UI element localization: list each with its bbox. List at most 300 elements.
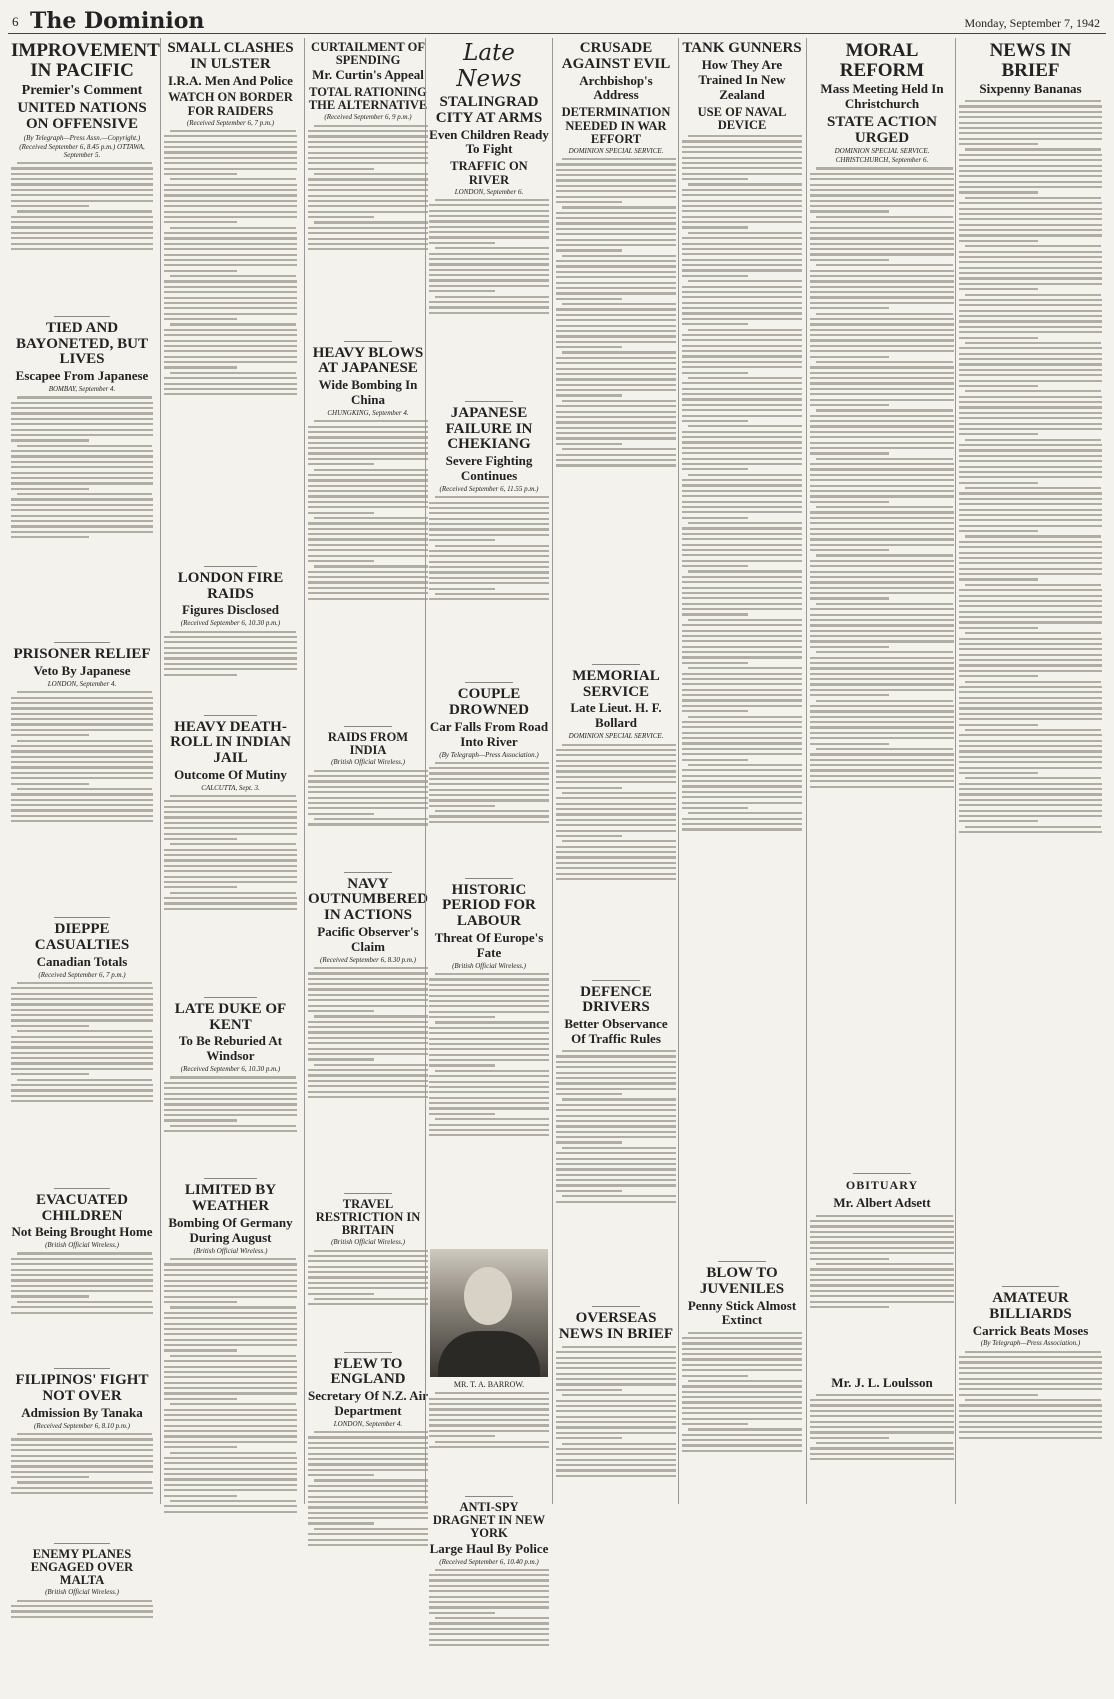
text-line (556, 244, 676, 246)
text-line (11, 1095, 153, 1097)
text-line (810, 425, 954, 427)
text-line (959, 1431, 1102, 1433)
text-line (11, 1046, 153, 1048)
text-line (556, 427, 676, 429)
text-line (682, 818, 802, 820)
text-line (816, 651, 953, 653)
text-line (562, 1443, 676, 1445)
text-line (959, 132, 1102, 134)
text-line (682, 157, 802, 159)
text-line (556, 319, 676, 321)
text-line (164, 1269, 297, 1271)
text-line (556, 411, 676, 413)
text-line (11, 1003, 153, 1005)
text-line (682, 221, 802, 223)
text-line (959, 498, 1102, 500)
text-line (556, 169, 676, 171)
text-line (810, 1284, 954, 1286)
text-line (308, 495, 428, 497)
text-line (682, 458, 802, 460)
text-line (682, 463, 802, 465)
text-line (816, 313, 953, 315)
text-line (556, 196, 676, 198)
subheadline: Threat Of Europe's Fate (434, 929, 544, 960)
text-line (959, 277, 1102, 279)
text-line (682, 350, 802, 352)
text-line (314, 565, 428, 567)
text-line (11, 509, 153, 511)
article-body (164, 631, 297, 709)
text-line (810, 286, 954, 288)
text-line (682, 656, 802, 658)
text-line (429, 226, 549, 228)
text-line (164, 859, 297, 861)
text-line (965, 439, 1101, 441)
text-line (11, 729, 153, 731)
text-line (11, 1057, 153, 1059)
text-line (556, 1055, 676, 1057)
article-overseas-news (556, 1311, 676, 1566)
text-line (11, 1009, 153, 1011)
text-line (164, 1495, 237, 1497)
text-line (308, 232, 428, 234)
text-line (688, 135, 802, 137)
text-line (11, 1263, 153, 1265)
text-line (682, 307, 802, 309)
dateline: (Received September 6, 10.30 p.m.) (180, 619, 281, 628)
text-line (164, 1382, 297, 1384)
text-line (308, 549, 428, 551)
text-line (556, 287, 676, 289)
text-line (810, 420, 954, 422)
text-line (556, 335, 676, 337)
text-line (959, 143, 1038, 145)
article-flew-to-england (308, 1357, 428, 1622)
text-line (308, 1303, 428, 1305)
text-line (810, 1306, 889, 1308)
text-line (11, 783, 89, 785)
text-line (810, 447, 954, 449)
text-line (164, 141, 297, 143)
headline: OVERSEAS NEWS IN BRIEF (558, 1310, 674, 1342)
text-line (308, 1255, 428, 1257)
text-line (959, 1388, 1102, 1390)
text-line (164, 1392, 297, 1394)
text-line (308, 1260, 428, 1262)
text-line (682, 1439, 802, 1441)
text-line (682, 361, 802, 363)
text-line (810, 1458, 954, 1460)
text-line (810, 382, 954, 384)
text-line (11, 723, 153, 725)
text-line (429, 1424, 549, 1426)
text-line (556, 1421, 676, 1423)
text-line (682, 1385, 802, 1387)
text-line (959, 406, 1102, 408)
text-line (959, 165, 1102, 167)
text-line (959, 718, 1102, 720)
text-line (170, 1258, 296, 1260)
text-line (682, 173, 802, 175)
text-line (959, 1404, 1102, 1406)
text-line (429, 1027, 549, 1029)
headline: BLOW TO JUVENILES (699, 1265, 785, 1297)
text-line (810, 549, 889, 551)
text-line (810, 442, 954, 444)
text-line (816, 1394, 953, 1396)
text-line (810, 415, 954, 417)
text-line (810, 237, 954, 239)
headline: FLEW TO ENGLAND (330, 1355, 406, 1388)
text-line (959, 595, 1102, 597)
article-stalingrad (429, 40, 549, 395)
text-line (959, 783, 1102, 785)
text-line (164, 270, 237, 272)
text-line (959, 810, 1102, 812)
text-line (556, 765, 676, 767)
text-line (308, 1282, 428, 1284)
headline: EVACUATED CHILDREN (36, 1191, 128, 1224)
text-line (959, 288, 1038, 290)
text-line (965, 729, 1101, 731)
text-line (308, 1474, 374, 1476)
headline: HEAVY DEATH-ROLL IN INDIAN JAIL (170, 718, 291, 766)
text-line (164, 302, 297, 304)
text-line (682, 775, 802, 777)
text-line (11, 1306, 153, 1308)
text-line (556, 1400, 676, 1402)
text-line (164, 189, 297, 191)
text-line (170, 130, 296, 132)
text-line (164, 822, 297, 824)
text-line (17, 1600, 152, 1602)
text-line (308, 797, 428, 799)
text-line (429, 598, 549, 600)
text-line (959, 724, 1038, 726)
text-line (164, 1376, 297, 1378)
text-line (429, 512, 549, 514)
text-line (308, 587, 428, 589)
text-line (562, 255, 676, 257)
text-line (170, 227, 296, 229)
text-line (810, 619, 954, 621)
text-line (682, 1353, 802, 1355)
text-line (959, 557, 1102, 559)
text-line (810, 565, 954, 567)
text-line (556, 459, 676, 461)
text-line (556, 1184, 676, 1186)
text-line (682, 791, 802, 793)
headline: FILIPINOS' FIGHT NOT OVER (15, 1372, 149, 1405)
text-line (429, 821, 549, 823)
text-line (11, 418, 153, 420)
text-line (682, 1369, 802, 1371)
text-line (308, 1031, 428, 1033)
text-line (308, 1096, 428, 1098)
text-line (562, 303, 676, 305)
separator (592, 980, 640, 981)
text-line (164, 806, 297, 808)
text-line (164, 254, 297, 256)
text-line (965, 584, 1101, 586)
text-line (556, 1383, 676, 1385)
text-line (810, 307, 889, 309)
text-line (308, 1506, 428, 1508)
text-line (11, 1471, 153, 1473)
text-line (556, 384, 676, 386)
text-line (556, 389, 676, 391)
text-line (959, 181, 1102, 183)
text-line (810, 345, 954, 347)
text-line (11, 793, 153, 795)
credit-line: (British Official Wireless.) (45, 1241, 119, 1250)
text-line (11, 750, 153, 752)
text-line (308, 195, 428, 197)
text-line (810, 280, 954, 282)
text-line (682, 511, 802, 513)
deck: UNITED NATIONS ON OFFENSIVE (17, 100, 147, 133)
text-line (164, 1274, 297, 1276)
text-line (164, 1473, 297, 1475)
text-line (816, 748, 953, 750)
text-line (164, 313, 297, 315)
text-line (810, 511, 954, 513)
text-line (435, 1070, 549, 1072)
text-line (810, 468, 954, 470)
text-line (164, 674, 237, 676)
text-line (959, 1415, 1102, 1417)
text-line (556, 830, 676, 832)
text-line (810, 597, 889, 599)
text-line (556, 1131, 676, 1133)
separator (344, 872, 392, 873)
text-line (959, 374, 1102, 376)
text-line (959, 358, 1102, 360)
text-line (11, 777, 153, 779)
credit-line: DOMINION SPECIAL SERVICE. (568, 732, 664, 741)
text-line (429, 236, 549, 238)
text-line (17, 691, 152, 693)
text-line (810, 1415, 954, 1417)
text-line (682, 189, 802, 191)
masthead (8, 6, 1106, 36)
article-tied-and-bayoneted (11, 321, 153, 636)
text-line (164, 216, 297, 218)
headline: SMALL CLASHES IN ULSTER (167, 40, 294, 72)
text-line (556, 325, 676, 327)
separator (344, 341, 392, 342)
text-line (810, 764, 954, 766)
text-line (556, 1416, 676, 1418)
text-line (556, 1459, 676, 1461)
text-line (682, 662, 748, 664)
text-line (308, 426, 428, 428)
headline: LATE DUKE OF KENT (174, 1000, 287, 1033)
text-line (682, 479, 802, 481)
text-line (308, 592, 428, 594)
headline: HEAVY BLOWS AT JAPANESE (312, 344, 424, 377)
text-line (556, 1373, 676, 1375)
text-line (959, 702, 1102, 704)
article-navy-outnumbered (308, 877, 428, 1187)
text-line (308, 538, 428, 540)
article-anti-spy-dragnet (429, 1501, 549, 1699)
text-line (17, 1481, 152, 1483)
text-line (556, 1453, 676, 1455)
text-line (810, 259, 889, 261)
text-line (810, 270, 954, 272)
text-line (816, 1215, 953, 1217)
text-line (959, 476, 1102, 478)
text-line (429, 1043, 549, 1045)
text-line (308, 1469, 428, 1471)
text-line (11, 461, 153, 463)
text-line (11, 531, 153, 533)
text-line (810, 184, 954, 186)
separator (54, 917, 111, 918)
text-line (429, 507, 549, 509)
text-line (682, 1407, 802, 1409)
headline: STALINGRAD CITY AT ARMS (435, 94, 543, 126)
text-line (435, 1392, 549, 1394)
text-line (170, 1076, 296, 1078)
text-line (556, 1475, 676, 1477)
article-body (164, 130, 297, 560)
text-line (164, 1435, 297, 1437)
text-line (682, 210, 802, 212)
text-line (164, 1489, 297, 1491)
text-line (556, 314, 676, 316)
text-line (682, 1444, 802, 1446)
article-tank-gunners (682, 41, 802, 1255)
text-line (682, 673, 802, 675)
text-line (959, 525, 1102, 527)
text-line (810, 296, 954, 298)
late-news-label: Late News (456, 40, 522, 92)
text-line (308, 512, 374, 514)
text-line (682, 264, 802, 266)
text-line (682, 753, 802, 755)
text-line (11, 1014, 153, 1016)
text-line (308, 1490, 428, 1492)
text-line (556, 760, 676, 762)
text-line (556, 233, 676, 235)
text-line (810, 366, 954, 368)
text-line (314, 1479, 428, 1481)
text-line (556, 378, 676, 380)
text-line (556, 271, 676, 273)
headline: LONDON FIRE RAIDS (177, 569, 284, 602)
separator (592, 664, 640, 665)
text-line (556, 873, 676, 875)
text-line (429, 1419, 549, 1421)
text-line (556, 1093, 622, 1095)
article-evacuated-children (11, 1193, 153, 1363)
text-line (429, 1011, 549, 1013)
text-line (429, 805, 495, 807)
text-line (11, 1444, 153, 1446)
text-line (556, 797, 676, 799)
credit-line: (By Telegraph—Press Assn.—Copyright.) (23, 133, 141, 142)
text-line (810, 1410, 954, 1412)
text-line (556, 808, 676, 810)
text-line (682, 269, 802, 271)
text-line (682, 1348, 802, 1350)
text-line (562, 158, 676, 160)
text-line (562, 1195, 676, 1197)
text-line (164, 1419, 297, 1421)
text-line (556, 1141, 622, 1143)
text-line (308, 1501, 428, 1503)
text-line (429, 582, 549, 584)
text-line (170, 892, 296, 894)
text-line (11, 1068, 153, 1070)
text-line (959, 224, 1102, 226)
dateline: (Received September 6, 10.30 p.m.) (180, 1065, 281, 1074)
text-line (314, 1250, 428, 1252)
article-limited-by-weather (164, 1183, 297, 1678)
headline: NEWS IN BRIEF (989, 40, 1072, 81)
text-line (959, 127, 1102, 129)
text-line (164, 1114, 297, 1116)
text-line (164, 1285, 297, 1287)
credit-line: (British Official Wireless.) (452, 961, 526, 970)
text-line (810, 1279, 954, 1281)
portrait-photo (430, 1249, 548, 1377)
text-line (308, 501, 428, 503)
text-line (816, 554, 953, 556)
text-line (314, 770, 428, 772)
text-line (682, 243, 802, 245)
text-line (556, 1066, 676, 1068)
text-line (429, 571, 549, 573)
separator (54, 642, 111, 643)
text-line (308, 205, 428, 207)
text-line (682, 216, 802, 218)
text-line (429, 502, 549, 504)
text-line (682, 339, 802, 341)
text-line (682, 1364, 802, 1366)
text-line (429, 528, 549, 530)
text-line (308, 1458, 428, 1460)
text-line (682, 603, 802, 605)
text-line (965, 681, 1101, 683)
text-line (810, 592, 954, 594)
text-line (435, 1441, 549, 1443)
text-line (308, 983, 428, 985)
text-line (556, 421, 676, 423)
text-line (810, 1220, 954, 1222)
text-line (308, 1021, 428, 1023)
text-line (556, 330, 676, 332)
text-line (164, 1296, 297, 1298)
text-line (682, 194, 802, 196)
text-line (164, 1312, 297, 1314)
text-line (11, 1025, 89, 1027)
text-line (17, 210, 152, 212)
headline: LIMITED BY WEATHER (184, 1182, 277, 1215)
text-line (682, 318, 802, 320)
text-line (810, 678, 954, 680)
text-line (682, 726, 802, 728)
text-line (965, 390, 1101, 392)
text-line (308, 248, 428, 250)
text-line (810, 1225, 954, 1227)
text-line (11, 1019, 153, 1021)
text-line (959, 761, 1102, 763)
text-line (556, 228, 676, 230)
text-line (435, 247, 549, 249)
